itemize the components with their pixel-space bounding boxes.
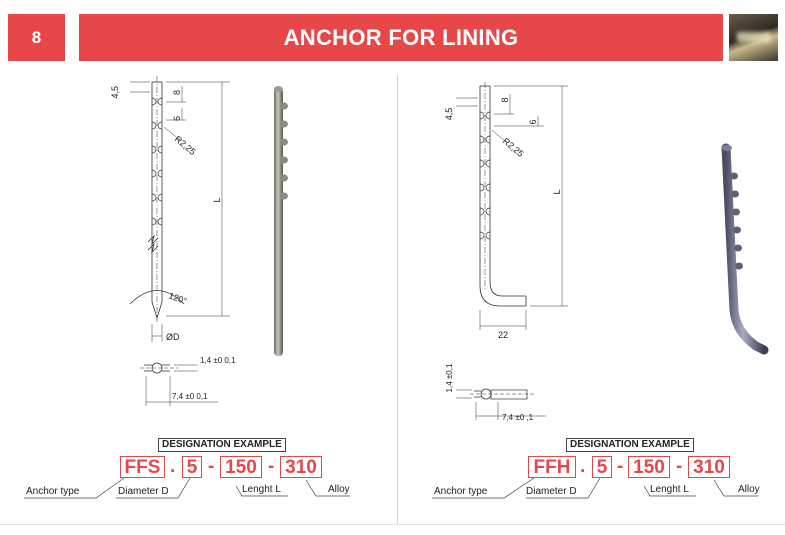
ffs-dim-radius: R2,25 — [172, 133, 198, 157]
page-number: 8 — [8, 14, 65, 61]
ffh-code-dash-1: - — [617, 456, 624, 477]
ffh-label-diameter: Diameter D — [526, 486, 577, 497]
ffh-dim-foot: 22 — [498, 330, 509, 340]
ffs-designation-example — [20, 436, 380, 506]
ffs-dim-stud: 6 — [172, 116, 182, 122]
ffh-technical-drawing — [436, 78, 616, 428]
ffs-3d-render — [262, 82, 302, 362]
ffh-dim-stud: 6 — [528, 119, 538, 125]
ffs-label-type: Anchor type — [26, 486, 80, 497]
ffh-code-length: 150 — [628, 456, 670, 478]
ffh-code-alloy: 310 — [688, 456, 730, 478]
ffs-dim-width: 7,4 ±0 0,1 — [172, 392, 208, 401]
column-divider — [397, 75, 398, 525]
ffs-code-alloy: 310 — [280, 456, 322, 478]
ffs-code-length: 150 — [220, 456, 262, 478]
page-title: ANCHOR FOR LINING — [79, 14, 723, 61]
ffs-dim-diameter: ØD — [166, 332, 180, 342]
ffh-dim-width: 7,4 ±0 ,1 — [502, 413, 534, 422]
ffh-dim-pitch: 8 — [500, 97, 510, 103]
ffh-code-dot: . — [580, 456, 586, 477]
ffs-dim-thickness: 1,4 ±0 0,1 — [200, 356, 236, 365]
ffh-dim-radius: R2,25 — [500, 135, 526, 159]
ffs-label-alloy: Alloy — [328, 484, 350, 495]
ffh-designation-title: DESIGNATION EXAMPLE — [566, 438, 694, 452]
ffs-code-dash-1: - — [208, 456, 215, 477]
ffh-dim-length: L — [552, 189, 562, 195]
ffh-label-type: Anchor type — [434, 486, 488, 497]
ffh-code-type: FFH — [528, 456, 576, 478]
ffh-dim-thickness: 1,4 ±0,1 — [445, 363, 454, 393]
ffh-label-alloy: Alloy — [738, 484, 760, 495]
ffs-code-dot: . — [170, 456, 176, 477]
ffs-label-diameter: Diameter D — [118, 486, 169, 497]
ffh-dim-top-offset: 4,5 — [444, 107, 454, 121]
ffs-dim-length: L — [212, 197, 222, 203]
ffs-designation-title: DESIGNATION EXAMPLE — [158, 438, 286, 452]
ffs-code-dash-2: - — [268, 456, 275, 477]
ffs-code-diameter: 5 — [182, 456, 202, 478]
ffs-code-type: FFS — [120, 456, 165, 478]
ffs-dim-pitch: 8 — [172, 90, 182, 96]
bottom-rule — [0, 524, 785, 525]
ffh-designation-example — [428, 436, 778, 506]
ffh-3d-render — [712, 140, 772, 360]
ffs-dim-top-offset: 4,5 — [110, 86, 120, 99]
ffs-dim-angle: 120° — [167, 290, 189, 307]
ffh-code-diameter: 5 — [592, 456, 612, 478]
ffh-code-dash-2: - — [676, 456, 683, 477]
ffh-label-length: Lenght L — [650, 484, 689, 495]
header-thumbnail-image — [729, 14, 778, 61]
ffs-label-length: Lenght L — [242, 484, 281, 495]
